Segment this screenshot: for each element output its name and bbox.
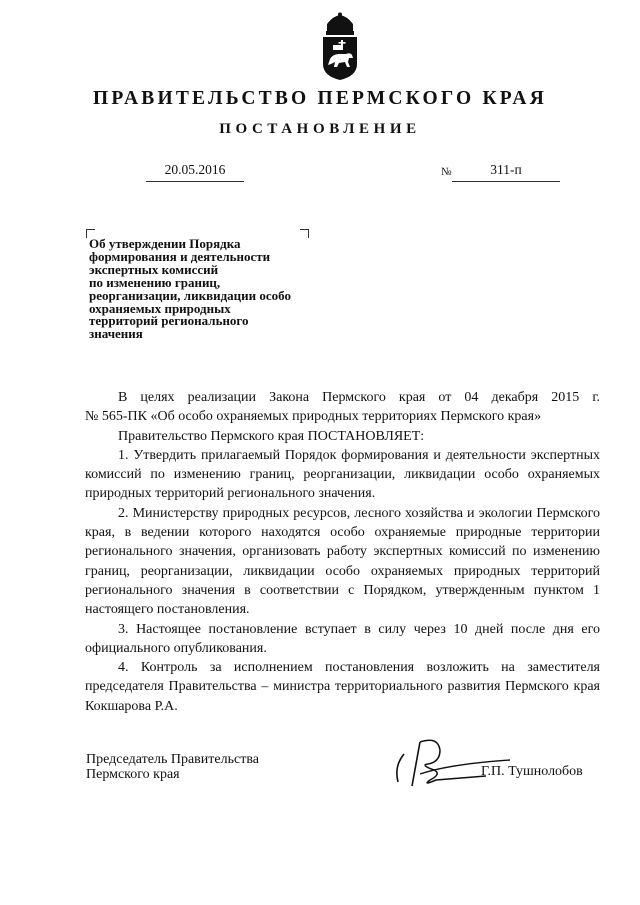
number-sign: №	[441, 166, 452, 178]
position-line: Пермского края	[86, 767, 180, 782]
subject-line: реорганизации, ликвидации особо	[89, 287, 291, 303]
subject-line: по изменению границ,	[89, 274, 221, 290]
government-title: ПРАВИТЕЛЬСТВО ПЕРМСКОГО КРАЯ	[93, 88, 547, 109]
resolves-statement: Правительство Пермского края ПОСТАНОВЛЯЕТ:	[118, 428, 425, 444]
resolution-item-3: 3. Настоящее постановление вступает в силу через 10 дней после дня его официального опубликования.	[85, 621, 600, 656]
number-underline	[452, 181, 560, 182]
subject-line: Об утверждении Порядка	[89, 236, 241, 251]
document-subject	[89, 238, 319, 341]
resolution-item-4: 4. Контроль за исполнением постановления возложить на заместителя председателя Правительства – министра территориального развития Пермского края Кокшарова Р.А.	[85, 660, 600, 714]
preamble-continued: № 565-ПК «Об особо охраняемых природных территориях Пермского края»	[85, 409, 542, 425]
resolution-item-2: 2. Министерству природных ресурсов, лесного хозяйства и экологии Пермского края, в ведении которого находятся особо охраняемые природные территории регионального значения, организовать работу экспертных комиссий по изменению границ, реорганизации, ликвидации особо охраняемых природных территорий регионального значения в соответствии с Порядком, утвержденным пунктом 1 настоящего постановления.	[85, 505, 600, 618]
resolution-item-1: 1. Утвердить прилагаемый Порядок формирования и деятельности экспертных комиссий по изменению границ, реорганизации, ликвидации особо охраняемых природных территорий регионального значения.	[85, 447, 600, 502]
document-body	[85, 388, 600, 716]
signatory-name: Г.П. Тушнолобов	[481, 764, 583, 779]
position-line: Председатель Правительства	[86, 752, 259, 767]
document-number: 311-п	[490, 162, 522, 177]
subject-line: значения	[89, 326, 143, 342]
signatory-position	[86, 752, 259, 782]
preamble: В целях реализации Закона Пермского края от 04 декабря 2015 г.	[118, 390, 600, 405]
subject-line: экспертных комиссий	[89, 261, 219, 277]
subject-corner-right	[300, 229, 309, 238]
document-date: 20.05.2016	[164, 162, 226, 177]
subject-line: территорий регионального	[89, 313, 249, 329]
subject-line: формирования и деятельности	[89, 248, 271, 264]
coat-of-arms-icon	[319, 12, 361, 82]
subject-line: охраняемых природных	[89, 300, 231, 316]
document-type: ПОСТАНОВЛЕНИЕ	[219, 121, 421, 137]
date-underline	[146, 181, 244, 182]
